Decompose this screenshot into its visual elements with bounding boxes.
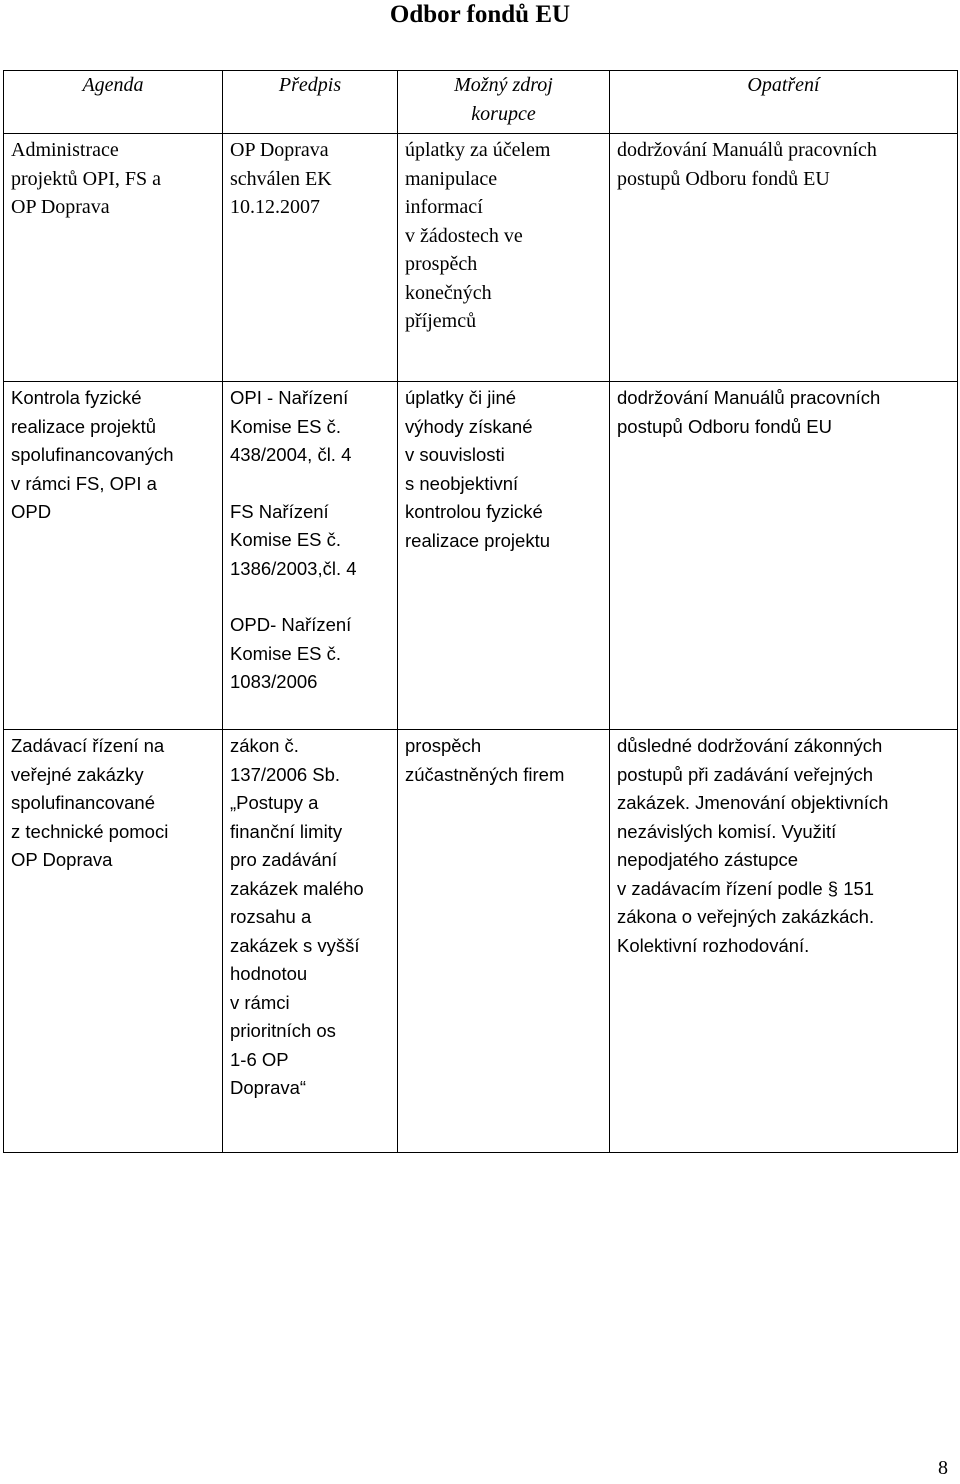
paragraph-gap bbox=[230, 583, 390, 611]
corruption-risk-table bbox=[3, 70, 958, 1153]
cell-line: pro zadávání bbox=[230, 849, 337, 870]
cell-line: Komise ES č. bbox=[230, 415, 342, 437]
cell-predpis bbox=[223, 382, 398, 730]
cell-line: Komise ES č. bbox=[230, 642, 342, 664]
cell-line: 1083/2006 bbox=[230, 671, 318, 692]
cell-zdroj bbox=[398, 382, 610, 730]
cell-line: „Postupy a bbox=[230, 792, 319, 813]
table-row bbox=[4, 134, 958, 382]
cell-line: 1-6 OP bbox=[230, 1048, 289, 1070]
cell-line: konečných bbox=[405, 281, 492, 304]
cell-line: zúčastněných firem bbox=[405, 763, 565, 785]
cell-line: důsledné dodržování zákonných bbox=[617, 735, 883, 756]
cell-line: OPD bbox=[11, 501, 52, 522]
table-row bbox=[4, 382, 958, 730]
cell-line: v rámci bbox=[230, 991, 290, 1013]
cell-line: realizace projektů bbox=[11, 415, 156, 437]
cell-line: Kolektivní rozhodování. bbox=[617, 934, 810, 956]
cell-line: projektů OPI, FS a bbox=[11, 167, 161, 190]
cell-line: Kontrola fyzické bbox=[11, 387, 142, 408]
cell-line: zákon č. bbox=[230, 735, 299, 756]
header-zdroj-line: korupce bbox=[471, 102, 536, 125]
cell-line: s neobjektivní bbox=[405, 472, 519, 494]
cell-opatreni bbox=[610, 730, 958, 1153]
cell-line: rozsahu a bbox=[230, 906, 312, 927]
cell-line: OPD- Nařízení bbox=[230, 614, 352, 635]
cell-line: Administrace bbox=[11, 139, 119, 161]
cell-line: OPI - Nařízení bbox=[230, 387, 349, 408]
cell-line: zakázek malého bbox=[230, 877, 364, 899]
cell-line: zákona o veřejných zakázkách. bbox=[617, 906, 875, 927]
header-zdroj-korupce bbox=[398, 71, 610, 134]
cell-zdroj bbox=[398, 730, 610, 1153]
cell-line: OP Doprava bbox=[230, 139, 329, 161]
cell-line: OP Doprava bbox=[11, 849, 113, 870]
cell-agenda bbox=[4, 134, 223, 382]
cell-line: v žádostech ve bbox=[405, 224, 523, 247]
cell-line: nepodjatého zástupce bbox=[617, 849, 799, 870]
cell-line: FS Nařízení bbox=[230, 500, 329, 522]
cell-line: nezávislých komisí. Využití bbox=[617, 820, 837, 842]
cell-line: dodržování Manuálů pracovních bbox=[617, 139, 877, 161]
cell-line: úplatky za účelem bbox=[405, 139, 551, 161]
cell-line: Komise ES č. bbox=[230, 529, 342, 550]
cell-predpis bbox=[223, 730, 398, 1153]
cell-opatreni bbox=[610, 382, 958, 730]
cell-line: prospěch bbox=[405, 735, 482, 756]
cell-line: hodnotou bbox=[230, 963, 308, 984]
header-predpis: Předpis bbox=[223, 71, 398, 134]
cell-line: Doprava“ bbox=[230, 1077, 307, 1098]
cell-line: 1386/2003,čl. 4 bbox=[230, 557, 357, 579]
cell-predpis bbox=[223, 134, 398, 382]
cell-line: spolufinancované bbox=[11, 792, 155, 813]
cell-zdroj bbox=[398, 134, 610, 382]
cell-line: v zadávacím řízení podle § 151 bbox=[617, 877, 875, 899]
cell-line: postupů při zadávání veřejných bbox=[617, 763, 874, 785]
cell-line: postupů Odboru fondů EU bbox=[617, 415, 832, 437]
cell-line: prioritních os bbox=[230, 1020, 336, 1041]
cell-line: v souvislosti bbox=[405, 444, 505, 465]
cell-line: dodržování Manuálů pracovních bbox=[617, 387, 881, 408]
cell-line: schválen EK bbox=[230, 167, 332, 190]
cell-line: v rámci FS, OPI a bbox=[11, 472, 157, 494]
cell-line: veřejné zakázky bbox=[11, 763, 144, 785]
cell-line: 438/2004, čl. 4 bbox=[230, 444, 352, 465]
cell-line: Zadávací řízení na bbox=[11, 735, 165, 756]
cell-line: 137/2006 Sb. bbox=[230, 763, 341, 785]
cell-line: 10.12.2007 bbox=[230, 196, 320, 218]
cell-line: finanční limity bbox=[230, 820, 343, 842]
cell-line: zakázek. Jmenování objektivních bbox=[617, 792, 889, 813]
cell-line: postupů Odboru fondů EU bbox=[617, 167, 830, 190]
cell-line: realizace projektu bbox=[405, 529, 550, 551]
cell-line: z technické pomoci bbox=[11, 820, 169, 842]
cell-line: výhody získané bbox=[405, 415, 533, 437]
table-row bbox=[4, 730, 958, 1153]
cell-line: příjemců bbox=[405, 310, 477, 332]
cell-agenda bbox=[4, 382, 223, 730]
cell-opatreni bbox=[610, 134, 958, 382]
paragraph-gap bbox=[230, 470, 390, 498]
cell-line: kontrolou fyzické bbox=[405, 501, 543, 522]
cell-line: zakázek s vyšší bbox=[230, 934, 360, 956]
cell-line: OP Doprava bbox=[11, 196, 110, 218]
page-title: Odbor fondů EU bbox=[389, 1, 571, 28]
page-number: 8 bbox=[938, 1457, 948, 1479]
cell-line: informací bbox=[405, 196, 483, 218]
cell-line: prospěch bbox=[405, 253, 478, 275]
header-agenda: Agenda bbox=[4, 71, 223, 134]
cell-line: spolufinancovaných bbox=[11, 444, 174, 465]
table-header-row bbox=[4, 71, 958, 134]
cell-line: manipulace bbox=[405, 167, 498, 190]
header-zdroj-line: Možný zdroj bbox=[454, 74, 553, 96]
cell-agenda bbox=[4, 730, 223, 1153]
cell-line: úplatky či jiné bbox=[405, 387, 517, 408]
header-opatreni: Opatření bbox=[610, 71, 958, 134]
